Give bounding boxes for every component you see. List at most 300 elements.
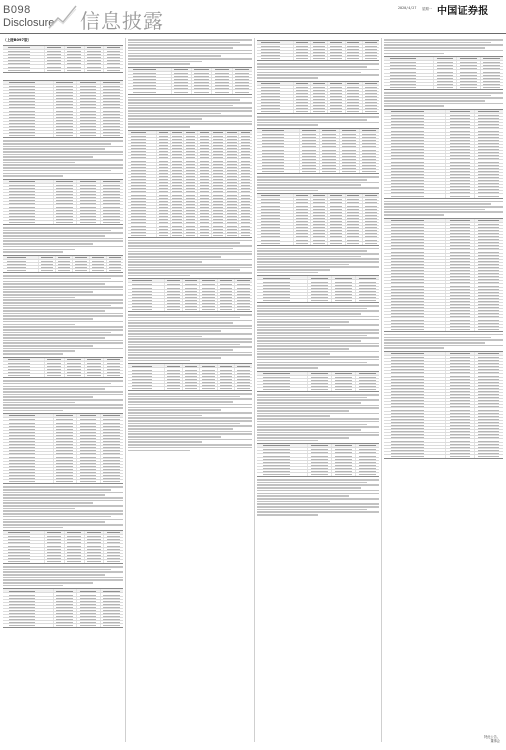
table-cell (3, 414, 54, 417)
table-cell (311, 82, 328, 85)
table-row (384, 455, 503, 458)
table-cell (128, 138, 157, 140)
table-cell (85, 548, 105, 550)
table-cell (77, 125, 101, 127)
table-cell (77, 134, 101, 137)
table-cell (446, 114, 475, 116)
table-cell (340, 148, 360, 150)
table-cell (328, 54, 345, 56)
table-cell (239, 163, 252, 165)
text-line (257, 184, 361, 186)
table-cell (3, 371, 45, 373)
table-cell (54, 440, 78, 442)
table-cell (184, 175, 198, 177)
table-cell (311, 217, 328, 219)
table-cell (171, 153, 185, 155)
table-cell (475, 191, 503, 193)
table-cell (257, 276, 308, 279)
table-cell (239, 197, 252, 199)
table-cell (446, 154, 475, 156)
table-cell (3, 263, 39, 265)
table-cell (233, 78, 252, 80)
table-cell (356, 461, 379, 463)
table-cell (128, 193, 157, 195)
text-line (128, 420, 252, 422)
newspaper-logo: 中国证券报 (437, 6, 489, 17)
table-cell (257, 139, 300, 141)
table-cell (239, 159, 252, 161)
table-cell (446, 315, 475, 317)
text-line (3, 315, 123, 317)
table-cell (165, 372, 183, 374)
table-cell (77, 97, 101, 99)
table-cell (446, 170, 475, 172)
table-cell (157, 138, 171, 140)
table-cell (212, 172, 226, 174)
table-cell (257, 290, 308, 292)
text-line (3, 510, 123, 512)
table-cell (101, 440, 124, 442)
table-cell (311, 57, 328, 60)
table-cell (77, 100, 101, 102)
table-cell (346, 220, 363, 222)
financial-table (128, 130, 252, 238)
table-cell (171, 184, 185, 186)
table-cell (101, 209, 124, 211)
table-cell (198, 200, 212, 202)
text-line (257, 264, 349, 266)
table-row (128, 90, 252, 93)
table-cell (128, 224, 157, 226)
table-cell (294, 232, 311, 234)
table-cell (165, 378, 183, 380)
table-cell (198, 147, 212, 149)
table-cell (157, 153, 171, 155)
table-cell (128, 279, 165, 282)
table-cell (257, 382, 308, 384)
table-cell (384, 374, 446, 376)
text-line (128, 314, 252, 316)
financial-table (384, 56, 503, 90)
text-line (128, 360, 190, 362)
table-cell (192, 81, 212, 83)
table-cell (3, 202, 54, 204)
table-cell (226, 172, 240, 174)
table-cell (77, 190, 101, 192)
text-line (257, 426, 379, 428)
table-cell (356, 372, 379, 375)
table-cell (363, 110, 379, 113)
table-cell (183, 299, 201, 301)
text-line (384, 92, 503, 94)
table-cell (77, 103, 101, 105)
table-cell (340, 158, 360, 160)
text-line (128, 354, 252, 356)
table-cell (257, 201, 294, 203)
table-cell (65, 368, 85, 370)
table-cell (157, 144, 171, 146)
body-paragraph (257, 176, 379, 191)
table-cell (360, 145, 379, 147)
table-cell (56, 266, 73, 268)
table-cell (446, 173, 475, 175)
table-cell (384, 235, 446, 237)
table-cell (157, 141, 171, 143)
table-cell (3, 418, 54, 420)
table-cell (475, 424, 503, 426)
table-cell (235, 384, 252, 386)
table-cell (165, 283, 183, 285)
table-cell (212, 144, 226, 146)
table-cell (54, 414, 78, 417)
table-cell (384, 238, 446, 240)
table-cell (446, 309, 475, 311)
table-cell (165, 308, 183, 311)
text-line (384, 39, 503, 41)
table-cell (311, 194, 328, 197)
table-cell (384, 275, 446, 277)
table-cell (257, 217, 294, 219)
table-cell (54, 103, 78, 105)
table-cell (101, 113, 124, 115)
text-line (128, 240, 252, 242)
table-cell (198, 163, 212, 165)
text-line (3, 230, 111, 232)
table-cell (54, 431, 78, 433)
text-line (384, 103, 503, 105)
table-cell (446, 418, 475, 420)
text-line (128, 253, 252, 255)
text-line (3, 156, 93, 158)
table-cell (360, 133, 379, 135)
table-cell (212, 234, 226, 237)
table-cell (475, 384, 503, 386)
table-cell (101, 468, 124, 470)
table-cell (475, 325, 503, 327)
table-cell (172, 75, 192, 77)
table-cell (457, 86, 480, 89)
table-cell (54, 471, 78, 473)
text-line (3, 240, 123, 242)
table-cell (101, 425, 124, 427)
table-cell (3, 548, 45, 550)
table-cell (384, 223, 446, 225)
table-cell (294, 86, 311, 88)
table-cell (332, 379, 356, 381)
table-cell (363, 101, 379, 103)
text-line (128, 118, 202, 120)
table-cell (446, 281, 475, 283)
table-cell (101, 100, 124, 102)
table-cell (384, 257, 446, 259)
table-cell (481, 77, 503, 79)
table-cell (384, 430, 446, 432)
table-cell (165, 286, 183, 288)
table-cell (481, 83, 503, 85)
table-cell (218, 296, 236, 298)
table-cell (101, 609, 124, 611)
table-cell (384, 145, 446, 147)
table-cell (226, 224, 240, 226)
text-line (128, 425, 252, 427)
text-line (257, 351, 379, 353)
text-line (3, 289, 123, 291)
table-cell (128, 78, 172, 80)
table-cell (212, 203, 226, 205)
table-cell (446, 356, 475, 358)
table-cell (77, 618, 101, 620)
table-cell (77, 215, 101, 217)
table-cell (184, 215, 198, 217)
table-cell (332, 296, 356, 298)
table-cell (239, 218, 252, 220)
table-cell (475, 300, 503, 302)
table-cell (184, 228, 198, 230)
text-line (128, 259, 252, 261)
table-cell (475, 418, 503, 420)
table-cell (85, 56, 105, 58)
table-cell (446, 374, 475, 376)
table-cell (128, 215, 157, 217)
text-line (128, 269, 240, 271)
table-cell (384, 250, 446, 252)
table-cell (233, 81, 252, 83)
table-cell (226, 141, 240, 143)
table-cell (77, 205, 101, 207)
table-cell (212, 78, 232, 80)
table-cell (183, 381, 201, 383)
table-cell (446, 136, 475, 138)
table-cell (311, 92, 328, 94)
table-cell (104, 56, 123, 58)
table-cell (184, 159, 198, 161)
table-cell (257, 467, 308, 469)
table-cell (475, 368, 503, 370)
table-cell (218, 387, 236, 390)
table-cell (384, 452, 446, 454)
table-cell (128, 305, 165, 307)
text-line (3, 170, 111, 172)
table-cell (328, 95, 345, 97)
table-cell (3, 365, 45, 367)
table-cell (73, 263, 90, 265)
table-cell (39, 266, 56, 268)
table-cell (54, 597, 78, 599)
table-cell (475, 167, 503, 169)
table-cell (54, 215, 78, 217)
table-cell (226, 166, 240, 168)
table-cell (346, 45, 363, 47)
table-cell (332, 385, 356, 387)
table-cell (384, 176, 446, 178)
table-cell (257, 473, 308, 476)
text-line (257, 266, 379, 268)
table-cell (200, 387, 218, 390)
financial-table (3, 45, 123, 73)
table-cell (157, 221, 171, 223)
table-cell (384, 309, 446, 311)
table-cell (226, 184, 240, 186)
table-cell (198, 131, 212, 134)
text-line (3, 326, 123, 328)
text-line (3, 505, 123, 507)
financial-table (3, 255, 123, 273)
table-cell (3, 88, 54, 90)
table-cell (363, 86, 379, 88)
table-cell (192, 72, 212, 74)
table-cell (446, 415, 475, 417)
table-cell (384, 272, 446, 274)
table-cell (475, 148, 503, 150)
table-cell (475, 176, 503, 178)
table-cell (183, 279, 201, 282)
table-cell (171, 175, 185, 177)
table-cell (235, 305, 252, 307)
table-cell (3, 260, 39, 262)
table-cell (475, 408, 503, 410)
table-cell (184, 153, 198, 155)
text-line (3, 350, 75, 352)
table-cell (384, 191, 446, 193)
table-cell (233, 87, 252, 89)
table-cell (3, 597, 54, 599)
table-cell (54, 615, 78, 617)
table-cell (226, 150, 240, 152)
table-cell (384, 123, 446, 125)
table-cell (308, 379, 332, 381)
body-paragraph (257, 116, 379, 126)
table-cell (77, 452, 101, 454)
table-cell (332, 284, 356, 286)
table-cell (235, 364, 252, 367)
table-cell (257, 388, 308, 391)
table-row (257, 299, 379, 302)
text-line (257, 72, 361, 74)
table-cell (226, 169, 240, 171)
text-line (384, 214, 444, 216)
table-cell (475, 446, 503, 448)
table-cell (104, 69, 123, 72)
table-cell (384, 133, 446, 135)
table-cell (165, 381, 183, 383)
table-cell (171, 228, 185, 230)
text-line (257, 397, 367, 399)
table-cell (171, 131, 185, 134)
table-cell (77, 128, 101, 130)
text-line (3, 404, 123, 406)
table-cell (77, 480, 101, 483)
table-cell (475, 374, 503, 376)
table-cell (239, 169, 252, 171)
table-cell (54, 465, 78, 467)
table-cell (384, 443, 446, 445)
table-cell (77, 421, 101, 423)
text-line (3, 154, 123, 156)
text-line (257, 440, 318, 442)
table-cell (198, 212, 212, 214)
table-cell (157, 190, 171, 192)
table-cell (475, 133, 503, 135)
table-cell (212, 156, 226, 158)
table-cell (308, 372, 332, 375)
table-cell (157, 193, 171, 195)
table-cell (3, 199, 54, 201)
table-cell (85, 551, 105, 553)
table-cell (54, 459, 78, 461)
table-cell (54, 593, 78, 595)
issue-weekday: 星期一 (422, 7, 433, 11)
table-cell (128, 187, 157, 189)
table-cell (54, 106, 78, 108)
table-cell (218, 375, 236, 377)
table-cell (212, 141, 226, 143)
table-cell (363, 82, 379, 85)
table-cell (212, 153, 226, 155)
text-line (257, 498, 379, 500)
table-cell (157, 181, 171, 183)
table-cell (128, 221, 157, 223)
table-cell (340, 133, 360, 135)
table-cell (3, 196, 54, 198)
table-cell (257, 235, 294, 237)
table-cell (294, 235, 311, 237)
table-cell (184, 141, 198, 143)
table-cell (446, 384, 475, 386)
table-cell (257, 385, 308, 387)
table-cell (384, 449, 446, 451)
table-cell (363, 54, 379, 56)
table-cell (332, 376, 356, 378)
table-cell (101, 81, 124, 84)
text-line (257, 364, 379, 366)
table-cell (328, 201, 345, 203)
text-line (257, 332, 379, 334)
text-line (257, 248, 379, 250)
table-cell (165, 387, 183, 390)
text-line (257, 261, 379, 263)
table-cell (45, 374, 65, 377)
table-cell (257, 372, 308, 375)
table-cell (128, 234, 157, 237)
table-cell (3, 46, 45, 49)
text-line (3, 332, 111, 334)
table-cell (356, 276, 379, 279)
table-cell (54, 85, 78, 87)
table-cell (3, 190, 54, 192)
table-cell (239, 231, 252, 233)
table-cell (475, 439, 503, 441)
text-line (128, 439, 252, 441)
table-cell (3, 443, 54, 445)
table-cell (475, 415, 503, 417)
text-line (3, 281, 123, 283)
financial-table (257, 40, 379, 61)
table-cell (311, 110, 328, 113)
table-cell (101, 196, 124, 198)
table-cell (3, 477, 54, 479)
table-cell (475, 297, 503, 299)
table-cell (475, 232, 503, 234)
table-cell (104, 59, 123, 61)
table-cell (475, 275, 503, 277)
table-cell (239, 193, 252, 195)
table-cell (475, 309, 503, 311)
table-cell (446, 446, 475, 448)
text-line (257, 415, 330, 417)
table-cell (212, 231, 226, 233)
table-cell (446, 263, 475, 265)
table-cell (54, 119, 78, 121)
